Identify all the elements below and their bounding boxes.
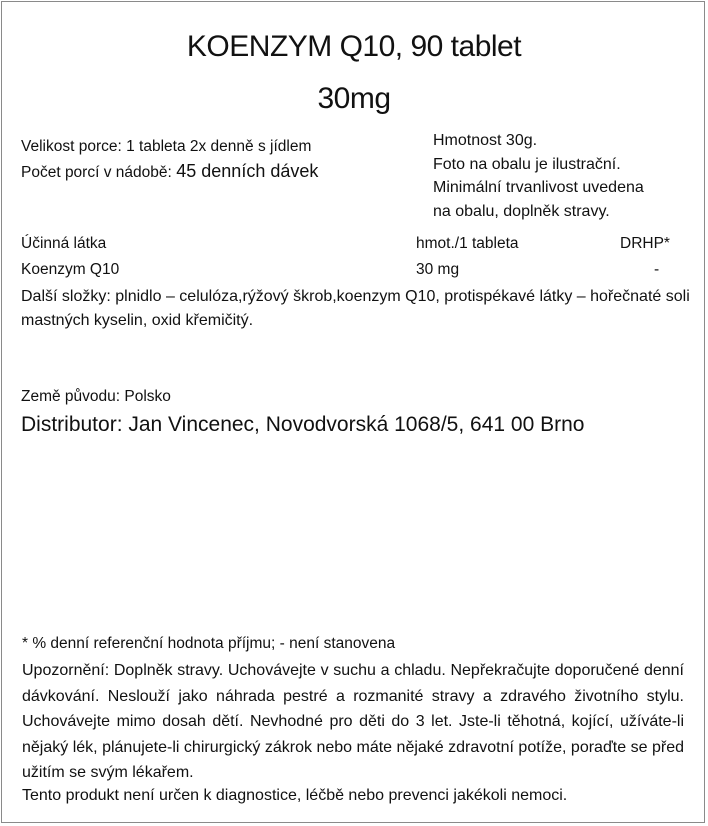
servings-label: Počet porcí v nádobě: xyxy=(21,164,172,181)
product-label xyxy=(1,1,705,823)
table-header-drhp: DRHP* xyxy=(620,235,670,252)
info-line: Minimální trvanlivost uvedena xyxy=(433,179,644,196)
servings-per-container xyxy=(21,160,318,183)
servings-value: 45 denních dávek xyxy=(176,161,319,181)
product-dosage: 30mg xyxy=(317,82,391,115)
distributor: Distributor: Jan Vincenec, Novodvorská 1068/5, 641 00 Brno xyxy=(21,413,585,436)
table-cell-drhp: - xyxy=(654,261,660,278)
table-header-substance: Účinná látka xyxy=(21,235,107,252)
table-cell-amount: 30 mg xyxy=(416,261,460,278)
other-ingredients: Další složky: plnidlo – celulóza,rýžový škrob,koenzym Q10, protispékavé látky – hořečnaté soli mastných kyselin, oxid křemičitý. xyxy=(21,288,690,329)
info-line: na obalu, doplněk stravy. xyxy=(433,202,610,220)
info-line: Hmotnost 30g. xyxy=(433,132,538,149)
country-of-origin: Země původu: Polsko xyxy=(21,388,171,405)
warning-text: Upozornění: Doplněk stravy. Uchovávejte v suchu a chladu. Nepřekračujte doporučené denní dávkování. Neslouží jako náhrada pestré a rozmanité stravy a zdravého životního stylu. Uchovávejte mimo dosah dětí. Nevhodné pro děti do 3 let. Jste-li těhotná, kojící, užíváte-li nějaký lék, plánujete-li chirurgický zákrok nebo máte nějaké zdravotní potíže, poraďte se před užitím se svým lékařem. xyxy=(22,662,684,781)
disclaimer: Tento produkt není určen k diagnostice, léčbě nebo prevenci jakékoli nemoci. xyxy=(22,787,568,804)
serving-size: Velikost porce: 1 tableta 2x denně s jídlem xyxy=(21,138,312,155)
product-title: KOENZYM Q10, 90 tablet xyxy=(186,30,522,63)
table-cell-substance: Koenzym Q10 xyxy=(21,261,120,278)
footnote: * % denní referenční hodnota příjmu; - není stanovena xyxy=(22,635,396,652)
table-header-amount: hmot./1 tableta xyxy=(416,235,519,252)
product-info xyxy=(433,129,644,223)
info-line: Foto na obalu je ilustrační. xyxy=(433,155,621,173)
